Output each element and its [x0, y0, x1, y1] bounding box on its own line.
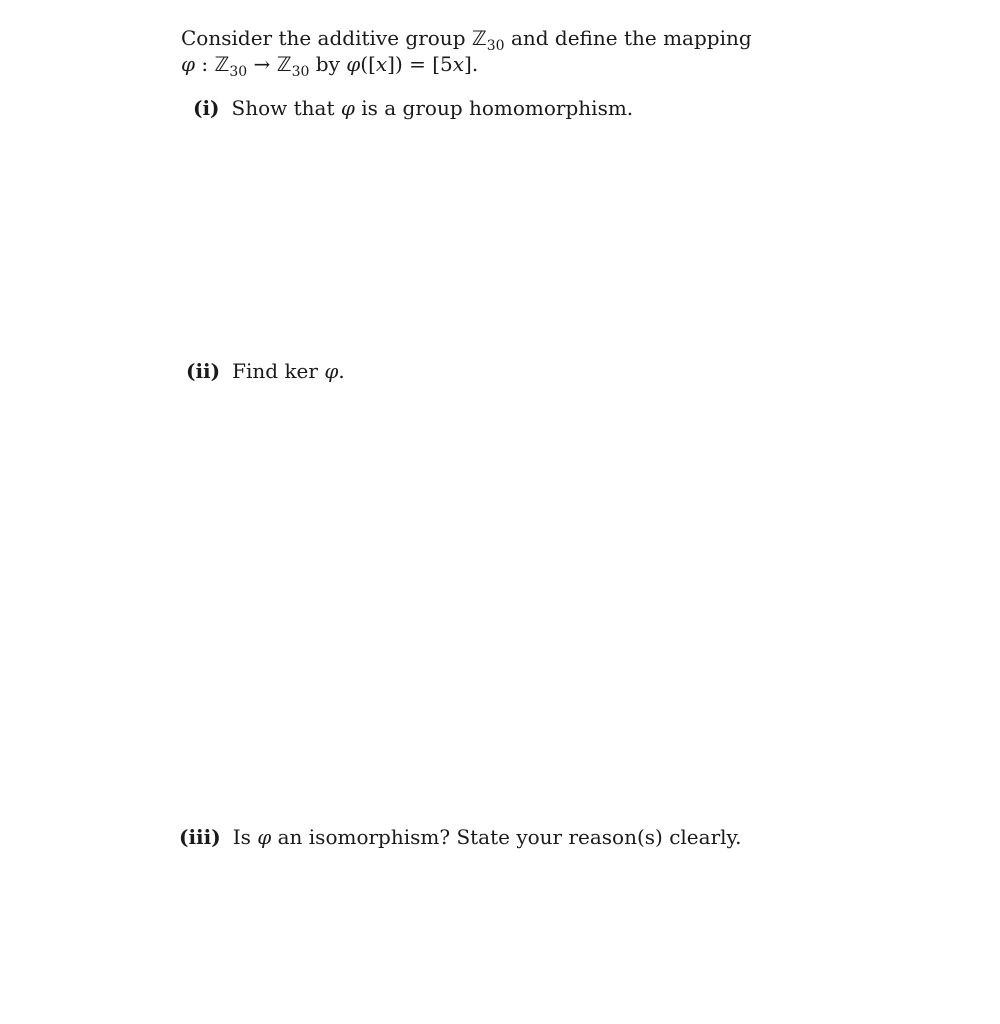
def-end: ].: [464, 52, 479, 76]
codomain-symbol: ℤ: [276, 52, 292, 76]
part-text: .: [338, 359, 345, 383]
var-x: x: [375, 52, 388, 76]
phi-symbol: φ: [257, 825, 272, 849]
def-middle: ]) = [5: [387, 52, 453, 76]
var-x: x: [452, 52, 465, 76]
def-open: ([: [360, 52, 376, 76]
part-text: Show that: [231, 96, 341, 120]
part-label: (i): [193, 96, 220, 120]
part-text: an isomorphism? State your reason(s) clearly.: [271, 825, 742, 849]
question-part-iii: [179, 825, 742, 849]
domain-symbol: ℤ: [214, 52, 230, 76]
intro-text: Consider the additive group: [181, 26, 472, 50]
intro-line-1: [181, 26, 752, 53]
question-part-ii: [186, 359, 345, 383]
part-text: Find ker: [232, 359, 325, 383]
by-text: by: [309, 52, 347, 76]
phi-symbol: φ: [324, 359, 339, 383]
part-label: (iii): [179, 825, 221, 849]
colon: :: [195, 52, 215, 76]
part-text: is a group homomorphism.: [354, 96, 634, 120]
phi-symbol: φ: [340, 96, 355, 120]
group-symbol: ℤ: [471, 26, 487, 50]
part-text: Is: [232, 825, 258, 849]
phi-symbol: φ: [181, 52, 196, 76]
domain-subscript: 30: [229, 64, 248, 80]
phi-symbol: φ: [346, 52, 361, 76]
part-label: (ii): [186, 359, 221, 383]
question-part-i: [193, 96, 633, 120]
codomain-subscript: 30: [291, 64, 310, 80]
intro-text-tail: and define the mapping: [504, 26, 752, 50]
arrow: →: [247, 52, 277, 76]
group-subscript: 30: [486, 38, 505, 54]
intro-line-2: [181, 52, 478, 79]
